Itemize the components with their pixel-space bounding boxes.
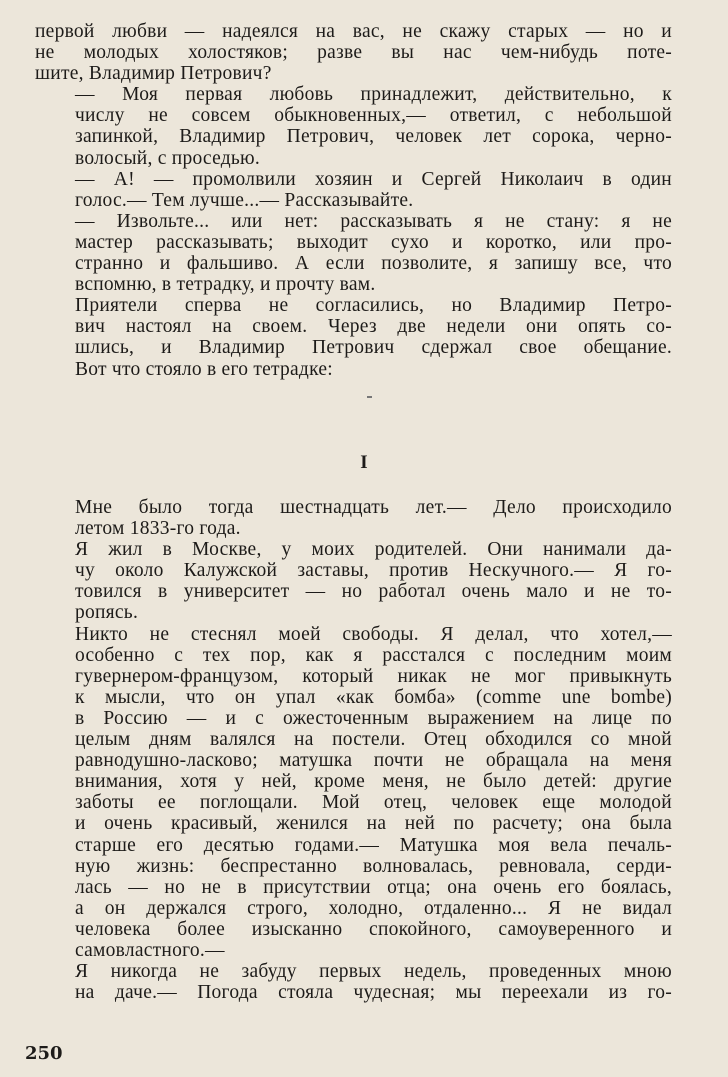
text-line: запинкой, Владимир Петрович, человек лет сорока, черно- [75,126,672,148]
paragraph [35,84,672,168]
text-line: к мысли, что он упал «как бомба» (comme une bombe) [75,686,672,708]
text-line: человека более изысканно спокойного, самоуверенного и [75,918,672,940]
text-block-bottom [35,497,672,1003]
text-line: равнодушно-ласково; матушка почти не обращала на меня [75,750,672,772]
paragraph [35,497,672,539]
text-line: Я жил в Москве, у моих родителей. Они нанимали да- [75,539,672,561]
text-line: внимания, хотя у ней, кроме меня, не было детей: другие [75,771,672,793]
text-line: самовластного.— [75,939,225,961]
text-line: товился в университет — но работал очень мало и не то- [75,581,672,603]
text-line: шите, Владимир Петрович? [35,63,272,85]
text-line: — Извольте... или нет: рассказывать я не стану: я не [75,210,672,232]
text-line: и очень красивый, женился на ней по расчету; она была [75,813,672,835]
text-line: — Моя первая любовь принадлежит, действительно, к [75,84,672,106]
text-line: Приятели сперва не согласились, но Владимир Петро- [75,295,672,317]
text-line: старше его десятью годами.— Матушка моя вела печаль- [75,834,672,856]
separator-mark [367,396,372,398]
paragraph [35,961,672,1003]
text-line: гувернером-французом, который никак не мог привыкнуть [75,665,672,687]
text-line: не молодых холостяков; разве вы нас чем-нибудь поте- [35,42,672,64]
paragraph [35,539,672,623]
page-number: 250 [25,1043,63,1064]
text-line: шлись, и Владимир Петрович сдержал свое обещание. [75,337,672,359]
text-line: странно и фальшиво. А если позволите, я запишу все, что [75,253,672,275]
paragraph [35,211,672,295]
text-line: а он держался строго, холодно, отдаленно... Я не видал [75,897,672,919]
text-line: летом 1833-го года. [75,518,241,540]
text-line: Я никогда не забуду первых недель, проведенных мною [75,961,672,983]
text-line: заботы ее поглощали. Мой отец, человек еще молодой [75,792,672,814]
paragraph [35,624,672,962]
text-line: — А! — промолвили хозяин и Сергей Николаич в один [75,168,672,190]
text-line: ропясь. [75,602,139,624]
paragraph [35,169,672,211]
text-line: вспомню, в тетрадку, и прочту вам. [75,274,376,296]
text-line: ную жизнь: беспрестанно волновалась, ревновала, серди- [75,855,672,877]
text-block-top [35,21,672,380]
text-line: волосый, с проседью. [75,147,260,169]
text-line: целым дням валялся на постели. Отец обходился со мной [75,729,672,751]
text-line: на даче.— Погода стояла чудесная; мы переехали из го- [75,982,672,1004]
chapter-number: I [360,452,368,473]
text-line: голос.— Тем лучше...— Рассказывайте. [75,189,414,211]
paragraph [35,21,672,84]
paragraph [35,295,672,358]
text-line: вич настоял на своем. Через две недели они опять со- [75,316,672,338]
text-line: числу не совсем обыкновенных,— ответил, с небольшой [75,105,672,127]
text-line: мастер рассказывать; выходит сухо и коротко, или про- [75,231,672,253]
text-line: Никто не стеснял моей свободы. Я делал, что хотел,— [75,623,672,645]
text-line: первой любви — надеялся на вас, не скажу старых — но и [35,21,672,42]
text-line: лась — но не в присутствии отца; она очень его боялась, [75,876,672,898]
text-line: чу около Калужской заставы, против Нескучного.— Я го- [75,560,672,582]
text-line: Мне было тогда шестнадцать лет.— Дело происходило [75,497,672,518]
text-line: особенно с тех пор, как я расстался с последним моим [75,644,672,666]
text-line: Вот что стояло в его тетрадке: [75,358,333,380]
paragraph [35,359,672,380]
text-line: в Россию — и с ожесточенным выражением на лице по [75,707,672,729]
